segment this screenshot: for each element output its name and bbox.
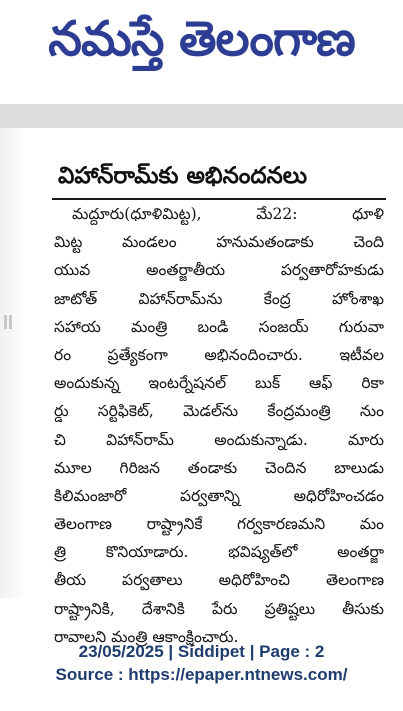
masthead [0, 0, 403, 78]
article-body [54, 200, 384, 651]
article-line: రాష్ట్రానికి, దేశానికి పేరు ప్రతిష్టలు తీసుకు [54, 599, 384, 618]
masthead-logo-text: నమస్తే తెలంగాణ [48, 11, 355, 67]
article-line: సహాయ మంత్రి బండి సంజయ్ గురువా [54, 317, 384, 336]
article-line: త్రి కొనియాడారు. భవిష్యత్‌లో అంతర్జా [54, 543, 384, 562]
article-line: యువ అంతర్జాతీయ పర్వతారోహకుడు [54, 261, 384, 280]
article-line: జాటోత్ విహాన్‌రామ్‌ను కేంద్ర హోంశాఖ [54, 289, 384, 308]
article-line: రావాలని మంత్రి ఆకాంక్షించారు. [54, 627, 239, 646]
clipping-footer [0, 640, 403, 686]
footer-date-edition-page: 23/05/2025 | Siddipet | Page : 2 [78, 642, 325, 661]
news-clipping [48, 158, 388, 646]
column-edge-mark [4, 315, 7, 329]
page-divider-band [0, 104, 403, 128]
column-edge-mark [9, 315, 12, 329]
article-line: రం ప్రత్యేకంగా అభినందించారు. ఇటీవల [54, 345, 384, 364]
article-line: మిట్ట మండలం హనుమతండాకు చెంది [54, 233, 384, 252]
article-line: ర్డు సర్టిఫికెట్, మెడల్‌ను కేంద్రమంత్రి నుం [54, 402, 384, 421]
article-line: తెలంగాణ రాష్ట్రానికే గర్వకారణమని మం [54, 515, 384, 534]
footer-source-link: Source : https://epaper.ntnews.com/ [55, 665, 348, 684]
article-line: చి విహాన్‌రామ్ అందుకున్నాడు. మారు [54, 430, 384, 449]
article-line: కిలిమంజారో పర్వతాన్ని అధిరోహించడం [54, 486, 384, 505]
article-line: తీయ పర్వతాలు అధిరోహించి తెలంగాణ [54, 571, 384, 590]
adjacent-column-shadow [0, 128, 26, 598]
article-headline: విహాన్‌రామ్‌కు అభినందనలు [58, 163, 308, 189]
article-line: మూల గిరిజన తండాకు చెందిన బాలుడు [54, 458, 384, 477]
article-line: అందుకున్న ఇంటర్నేషనల్ బుక్ ఆఫ్ రికా [54, 374, 384, 393]
article-line: మద్దూరు(ధూళిమిట్ట), మే22: ధూళి [72, 205, 384, 223]
